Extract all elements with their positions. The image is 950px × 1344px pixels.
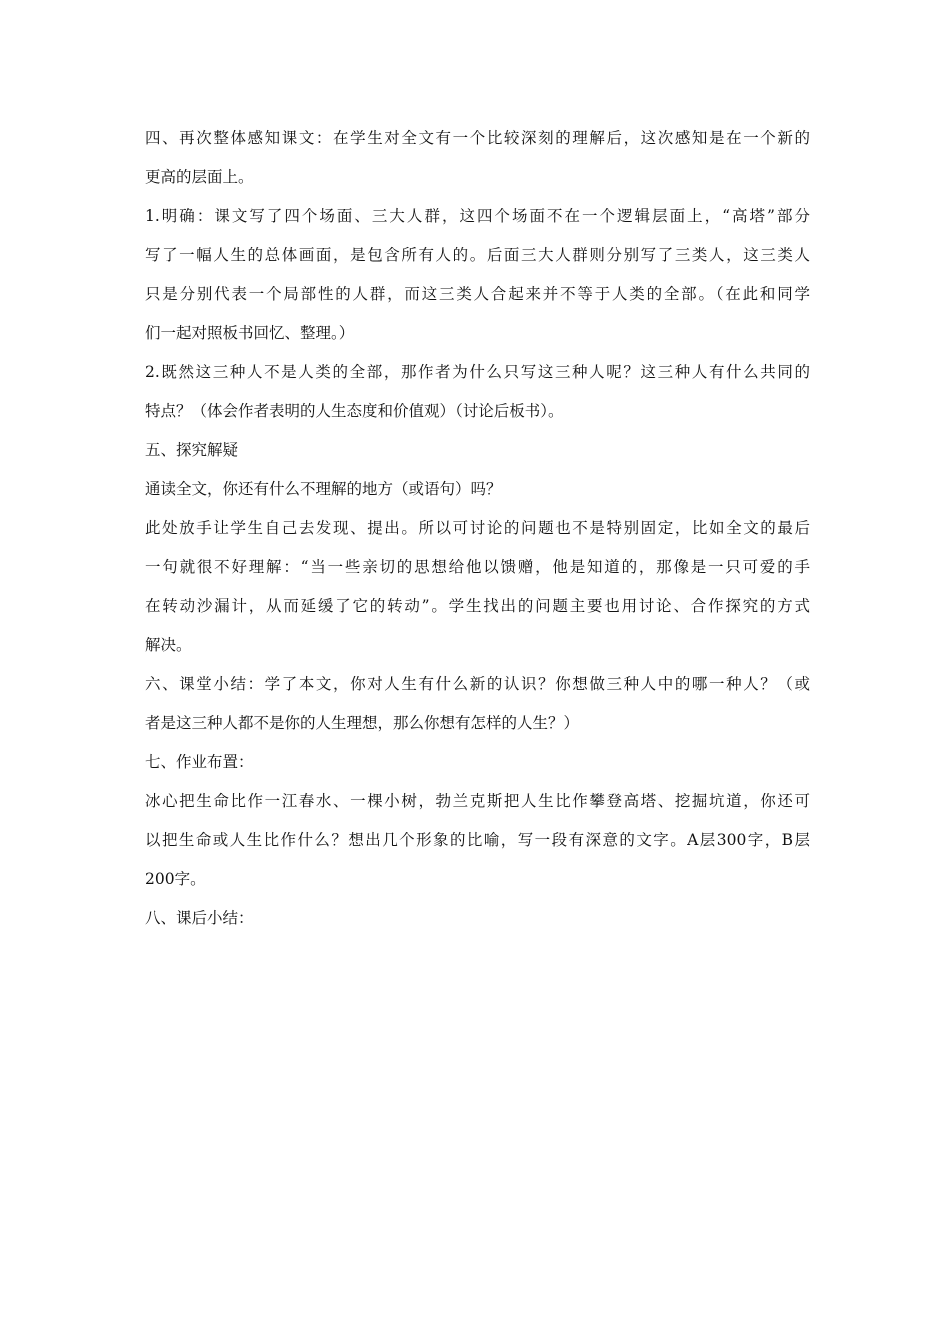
paragraph-line: 在转动沙漏计，从而延缓了它的转动”。学生找出的问题主要也用讨论、合作探究的方式: [145, 597, 810, 615]
paragraph-line: 冰心把生命比作一江春水、一棵小树，勃兰克斯把人生比作攀登高塔、挖掘坑道，你还可: [145, 792, 810, 810]
paragraph-line: 200字。: [145, 870, 206, 888]
lesson-plan-body: [145, 122, 810, 941]
paragraph-line: 更高的层面上。: [145, 168, 254, 186]
paragraph-line: 写了一幅人生的总体画面，是包含所有人的。后面三大人群则分别写了三类人，这三类人: [145, 246, 810, 264]
paragraph-line: 通读全文，你还有什么不理解的地方（或语句）吗？: [145, 480, 502, 498]
paragraph-line: 四、再次整体感知课文：在学生对全文有一个比较深刻的理解后，这次感知是在一个新的: [145, 129, 810, 147]
paragraph-line: 一句就很不好理解：“当一些亲切的思想给他以馈赠，他是知道的，那像是一只可爱的手: [145, 558, 810, 576]
paragraph-line: 六、课堂小结：学了本文，你对人生有什么新的认识？你想做三种人中的哪一种人？（或: [145, 675, 810, 693]
paragraph-line: 此处放手让学生自己去发现、提出。所以可讨论的问题也不是特别固定，比如全文的最后: [145, 519, 810, 537]
section-heading: 七、作业布置：: [145, 753, 254, 771]
paragraph-line: 只是分别代表一个局部性的人群，而这三类人合起来并不等于人类的全部。（在此和同学: [145, 285, 810, 303]
paragraph-line: 者是这三种人都不是你的人生理想，那么你想有怎样的人生？）: [145, 714, 580, 732]
paragraph-line: 以把生命或人生比作什么？想出几个形象的比喻，写一段有深意的文字。A层300字，B层: [145, 831, 810, 849]
paragraph-line: 解决。: [145, 636, 192, 654]
paragraph-line: 1.明确：课文写了四个场面、三大人群，这四个场面不在一个逻辑层面上，“高塔”部分: [145, 207, 810, 225]
paragraph-line: 们一起对照板书回忆、整理。）: [145, 324, 355, 342]
section-heading: 八、课后小结：: [145, 909, 254, 927]
paragraph-line: 特点？（体会作者表明的人生态度和价值观）（讨论后板书）。: [145, 402, 564, 420]
section-heading: 五、探究解疑: [145, 441, 239, 459]
paragraph-line: 2.既然这三种人不是人类的全部，那作者为什么只写这三种人呢？这三种人有什么共同的: [145, 363, 810, 381]
